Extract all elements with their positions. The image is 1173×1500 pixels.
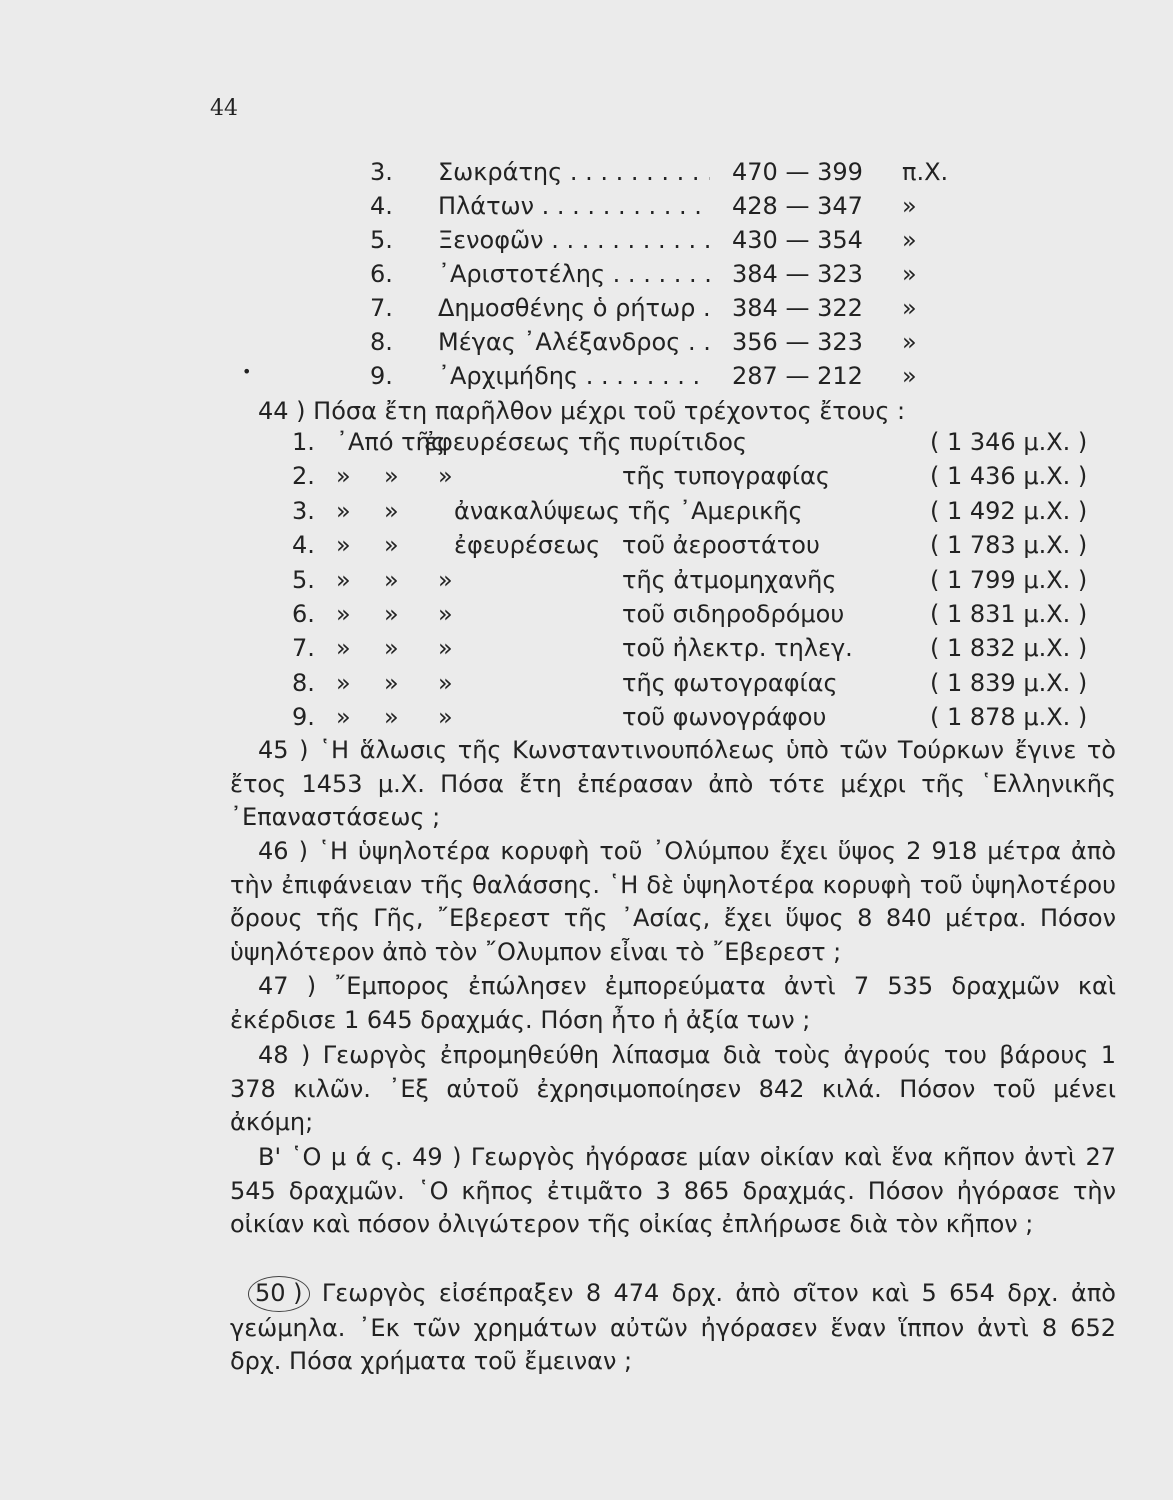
row-year: ( 1 878 μ.Χ. )	[930, 703, 1088, 732]
row-object: τῆς τυπογραφίας	[622, 462, 830, 491]
years: 428 — 347	[732, 192, 863, 220]
ditto-mark: »	[384, 668, 399, 697]
row-number: 6.	[370, 260, 393, 288]
row-number: 4.	[292, 531, 315, 560]
problem-45-text: 45 ) ῾Η ἅλωσις τῆς Κωνσταντινουπόλεως ὑπὸ τῶν Τούρκων ἔγινε τὸ ἔτος 1453 μ.Χ. Πόσα ἔτη ἐπέρασαν ἀπὸ τότε μέχρι τῆς ῾Ελληνικῆς ᾿Επαναστάσεως ;	[230, 736, 1116, 831]
ditto-mark: »	[384, 703, 399, 732]
ditto-mark: »	[384, 599, 399, 628]
row-year: ( 1 346 μ.Χ. )	[930, 428, 1088, 456]
row-prefix: ᾿Από τῆς	[336, 428, 445, 456]
row-object: τοῦ σιδηροδρόμου	[622, 599, 845, 628]
era: »	[902, 328, 917, 356]
ditto-mark: »	[438, 462, 453, 491]
era: »	[902, 260, 917, 288]
era: »	[902, 362, 917, 390]
ditto-mark: »	[336, 668, 351, 697]
row-year: ( 1 436 μ.Χ. )	[930, 462, 1088, 491]
years: 287 — 212	[732, 362, 863, 390]
ditto-mark: »	[336, 496, 351, 525]
ditto-mark: »	[384, 565, 399, 594]
philosopher-name: Σωκράτης . . .	[438, 158, 710, 186]
row-object: τοῦ ἀεροστάτου	[622, 531, 820, 560]
row-year: ( 1 832 μ.Χ. )	[930, 634, 1088, 663]
margin-dot: •	[242, 362, 252, 381]
problem-50-text: Γεωργὸς εἰσέπραξεν 8 474 δρχ. ἀπὸ σῖτον καὶ 5 654 δρχ. ἀπὸ γεώμηλα. ᾿Εκ τῶν χρημάτων αὐτῶν ἠγόρασεν ἕναν ἵππον ἀντὶ 8 652 δρχ. Πόσα χρήματα τοῦ ἔμειναν ;	[230, 1279, 1116, 1375]
row-subject: ἀνακαλύψεως τῆς ᾿Αμερικῆς	[454, 496, 803, 525]
problem-49	[230, 1141, 1116, 1242]
row-number: 7.	[292, 634, 315, 663]
philosopher-name: Δημοσθένης ὁ ρήτωρ . . .	[438, 294, 710, 322]
problem-46-text: 46 ) ῾Η ὑψηλοτέρα κορυφὴ τοῦ ᾿Ολύμπου ἔχει ὕψος 2 918 μέτρα ἀπὸ τὴν ἐπιφάνειαν τῆς θαλάσσης. ῾Η δὲ ὑψηλοτέρα κορυφὴ τοῦ ὑψηλοτέρου ὄρους τῆς Γῆς, ῎Εβερεστ τῆς ᾿Ασίας, ἔχει ὕψος 8 840 μέτρα. Πόσον ὑψηλότερον ἀπὸ τὸν ῎Ολυμπον εἶναι τὸ ῎Εβερεστ ;	[230, 837, 1116, 966]
row-year: ( 1 492 μ.Χ. )	[930, 496, 1088, 525]
philosopher-name: ᾿Αριστοτέλης . . .	[438, 260, 710, 288]
row-number: 8.	[370, 328, 393, 356]
philosopher-name: ᾿Αρχιμήδης . . .	[438, 362, 710, 390]
problem-48	[230, 1039, 1116, 1140]
era: »	[902, 192, 917, 220]
problem-48-text: 48 ) Γεωργὸς ἐπρομηθεύθη λίπασμα διὰ τοὺς ἀγρούς του βάρους 1 378 κιλῶν. ᾿Εξ αὐτοῦ ἐχρησιμοποίησεν 842 κιλά. Πόσον τοῦ μένει ἀκόμη;	[230, 1041, 1116, 1136]
problem-45	[230, 734, 1116, 835]
years: 384 — 323	[732, 260, 863, 288]
ditto-mark: »	[438, 565, 453, 594]
ditto-mark: »	[384, 531, 399, 560]
row-number: 4.	[370, 192, 393, 220]
row-number: 8.	[292, 668, 315, 697]
ditto-mark: »	[438, 634, 453, 663]
page-number: 44	[210, 96, 238, 121]
row-number: 1.	[292, 428, 315, 456]
ditto-mark: »	[438, 599, 453, 628]
philosopher-name: Πλάτων . . .	[438, 192, 710, 220]
row-year: ( 1 831 μ.Χ. )	[930, 599, 1088, 628]
row-object: τοῦ ἠλεκτρ. τηλεγ.	[622, 634, 853, 663]
ditto-mark: »	[438, 668, 453, 697]
row-object: τῆς φωτογραφίας	[622, 668, 838, 697]
row-year: ( 1 799 μ.Χ. )	[930, 565, 1088, 594]
row-subject: ἐφευρέσεως	[454, 531, 601, 560]
era: π.Χ.	[902, 158, 949, 186]
ditto-mark: »	[384, 634, 399, 663]
ditto-mark: »	[336, 565, 351, 594]
row-number: 5.	[370, 226, 393, 254]
row-object: τῆς ἀτμομηχανῆς	[622, 565, 837, 594]
years: 356 — 323	[732, 328, 863, 356]
era: »	[902, 294, 917, 322]
row-number: 5.	[292, 565, 315, 594]
row-number: 7.	[370, 294, 393, 322]
row-year: ( 1 783 μ.Χ. )	[930, 531, 1088, 560]
problem-47-text: 47 ) ῎Εμπορος ἐπώλησεν ἐμπορεύματα ἀντὶ 7 535 δραχμῶν καὶ ἐκέρδισε 1 645 δραχμάς. Πόση ἦτο ἡ ἀξία των ;	[230, 972, 1116, 1034]
problem-44-heading: 44 ) Πόσα ἔτη παρῆλθον μέχρι τοῦ τρέχοντος ἔτους :	[258, 397, 906, 425]
row-year: ( 1 839 μ.Χ. )	[930, 668, 1088, 697]
philosopher-name: Ξενοφῶν . . .	[438, 226, 710, 254]
row-number: 9.	[370, 362, 393, 390]
ditto-mark: »	[384, 462, 399, 491]
ditto-mark: »	[384, 496, 399, 525]
problem-49-text: Β' ῾Ο μ ά ς. 49 ) Γεωργὸς ἠγόρασε μίαν οἰκίαν καὶ ἕνα κῆπον ἀντὶ 27 545 δραχμῶν. ῾Ο κῆπος ἐτιμᾶτο 3 865 δραχμάς. Πόσον ἠγόρασε τὴν οἰκίαν καὶ πόσον ὀλιγώτερον τῆς οἰκίας ἐπλήρωσε διὰ τὸν κῆπον ;	[230, 1143, 1116, 1238]
philosopher-name: Μέγας ᾿Αλέξανδρος . . .	[438, 328, 710, 356]
row-number: 6.	[292, 599, 315, 628]
years: 470 — 399	[732, 158, 863, 186]
row-number: 3.	[370, 158, 393, 186]
row-number: 2.	[292, 462, 315, 491]
era: »	[902, 226, 917, 254]
row-subject: ἐφευρέσεως τῆς πυρίτιδος	[424, 428, 747, 456]
circled-number: 50 )	[248, 1276, 310, 1312]
ditto-mark: »	[336, 462, 351, 491]
ditto-mark: »	[336, 531, 351, 560]
years: 384 — 322	[732, 294, 863, 322]
row-number: 3.	[292, 496, 315, 525]
problem-47	[230, 970, 1116, 1037]
ditto-mark: »	[438, 703, 453, 732]
row-number: 9.	[292, 703, 315, 732]
row-object: τοῦ φωνογράφου	[622, 703, 827, 732]
problem-46	[230, 835, 1116, 969]
problem-50	[230, 1276, 1116, 1379]
ditto-mark: »	[336, 703, 351, 732]
ditto-mark: »	[336, 634, 351, 663]
years: 430 — 354	[732, 226, 863, 254]
ditto-mark: »	[336, 599, 351, 628]
